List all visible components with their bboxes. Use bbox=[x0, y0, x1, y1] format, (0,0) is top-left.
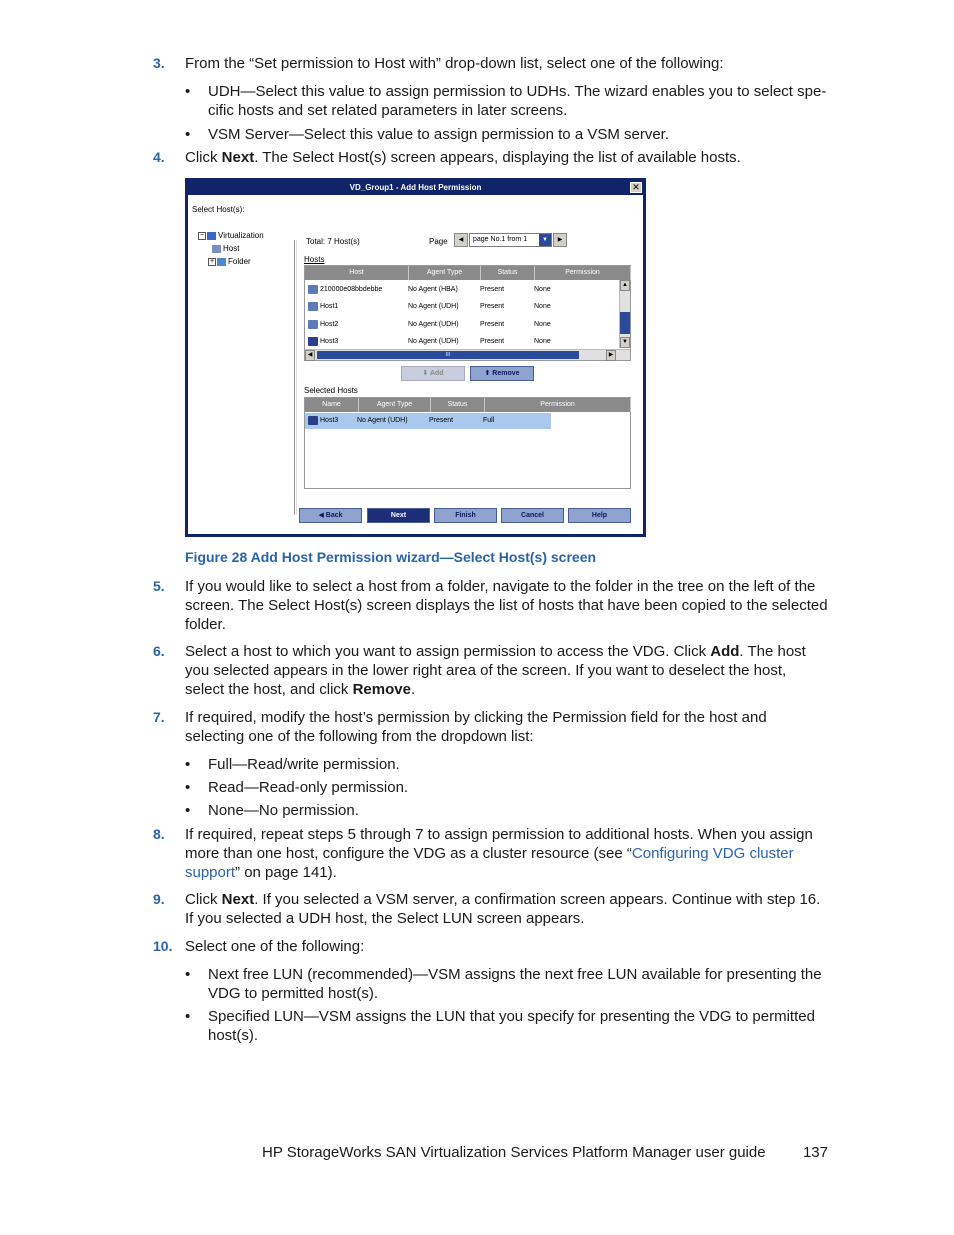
hosts-label: Hosts bbox=[304, 255, 325, 264]
finish-button-label: Finish bbox=[455, 512, 476, 519]
bullet-text: Full—Read/write permission. bbox=[208, 756, 400, 773]
horizontal-scrollbar[interactable] bbox=[305, 349, 630, 360]
step-text bbox=[185, 642, 829, 699]
hp-host-icon bbox=[308, 416, 318, 425]
collapse-icon[interactable]: − bbox=[199, 231, 205, 239]
add-host-permission-window bbox=[185, 178, 646, 537]
host-name: 210000e08bbdebbe bbox=[320, 286, 383, 293]
permission[interactable]: None bbox=[534, 286, 551, 293]
page-label: Page bbox=[429, 237, 448, 246]
scroll-up-icon[interactable]: ▲ bbox=[620, 280, 630, 291]
step-text-post: . If you selected a VSM server, a confirmation screen appears. Continue with step 16. If you selected a UDH host, the Select LUN screen appears. bbox=[185, 891, 821, 927]
tree-label: Folder bbox=[228, 257, 251, 266]
folder-icon bbox=[217, 258, 226, 266]
hp-host-icon bbox=[308, 337, 318, 346]
tree-node-virtualization[interactable] bbox=[198, 229, 264, 242]
scroll-right-icon[interactable]: ▶ bbox=[606, 350, 616, 361]
agent-type: No Agent (UDH) bbox=[408, 303, 459, 310]
finish-button[interactable] bbox=[434, 508, 497, 523]
step-number: 7. bbox=[153, 709, 165, 725]
table-row[interactable] bbox=[305, 413, 551, 429]
back-button-label: Back bbox=[325, 512, 343, 519]
chevron-down-icon[interactable]: ▼ bbox=[539, 234, 551, 246]
add-button[interactable] bbox=[401, 366, 465, 381]
window-title bbox=[187, 180, 644, 195]
bullet-text: None—No permission. bbox=[208, 802, 359, 819]
remove-button-label: Remove bbox=[492, 370, 520, 377]
bullet-marker: • bbox=[185, 126, 191, 143]
bullet-marker: • bbox=[185, 802, 191, 819]
hscroll-thumb[interactable]: III bbox=[317, 351, 579, 359]
tree-node-host[interactable] bbox=[198, 242, 264, 255]
remove-button[interactable] bbox=[470, 366, 534, 381]
status: Present bbox=[480, 338, 505, 345]
step-text bbox=[185, 148, 829, 167]
step-text-post: ” on page 141). bbox=[235, 864, 337, 881]
figure-caption: Figure 28 Add Host Permission wizard—Select Host(s) screen bbox=[185, 549, 597, 565]
column-header-status[interactable]: Status bbox=[431, 398, 485, 412]
status: Present bbox=[480, 321, 505, 328]
bullet-text: Specified LUN—VSM assigns the LUN that you specify for presenting the VDG to permitted host(s). bbox=[208, 1008, 815, 1044]
bullet-text: Read—Read-only permission. bbox=[208, 779, 409, 796]
table-row[interactable] bbox=[305, 317, 619, 333]
scroll-thumb[interactable] bbox=[620, 312, 630, 334]
column-header-agent-type[interactable]: Agent Type bbox=[359, 398, 431, 412]
permission[interactable]: None bbox=[534, 338, 551, 345]
step-number: 8. bbox=[153, 826, 165, 842]
host-icon bbox=[308, 320, 318, 329]
column-header-permission[interactable]: Permission bbox=[535, 266, 631, 280]
step-number: 3. bbox=[153, 55, 165, 71]
next-keyword: Next bbox=[221, 891, 255, 908]
remove-keyword: Remove bbox=[352, 681, 411, 698]
permission[interactable]: Full bbox=[483, 417, 495, 424]
status: Present bbox=[480, 303, 505, 310]
step-number: 6. bbox=[153, 643, 165, 659]
step-text-pre: Click bbox=[185, 891, 222, 908]
selected-hosts-table bbox=[304, 397, 631, 489]
permission[interactable]: None bbox=[534, 303, 551, 310]
total-hosts-label: Total: 7 Host(s) bbox=[306, 237, 360, 246]
arrow-up-icon: ⬆ bbox=[484, 370, 493, 377]
bullet-text: Next free LUN (recommended)—VSM assigns the next free LUN available for presenting the VDG to permitted host(s). bbox=[208, 966, 822, 1002]
back-button[interactable] bbox=[299, 508, 362, 523]
window-title-text: VD_Group1 - Add Host Permission bbox=[349, 183, 482, 192]
step-text-mid: . The host you selected appears in the lower right area of the screen. If you want to deselect the host, select the host, and click bbox=[185, 643, 806, 698]
virtualization-icon bbox=[207, 232, 216, 240]
next-button[interactable] bbox=[367, 508, 430, 523]
bullet-marker: • bbox=[185, 779, 191, 796]
bullet-text: VSM Server—Select this value to assign permission to a VSM server. bbox=[208, 126, 670, 143]
step-text-post: . The Select Host(s) screen appears, displaying the list of available hosts. bbox=[254, 149, 741, 166]
prev-page-icon[interactable]: ◀ bbox=[454, 233, 468, 247]
close-icon[interactable]: ✕ bbox=[630, 182, 642, 193]
step-text bbox=[185, 825, 829, 882]
column-header-host[interactable]: Host bbox=[305, 266, 409, 280]
cluster-support-link[interactable]: Configuring VDG cluster support bbox=[185, 845, 794, 881]
tree-label: Host bbox=[223, 244, 240, 253]
vertical-scrollbar[interactable] bbox=[619, 280, 630, 348]
selected-hosts-label: Selected Hosts bbox=[304, 386, 358, 395]
expand-icon[interactable]: + bbox=[209, 257, 215, 265]
next-keyword: Next bbox=[221, 149, 255, 166]
column-header-agent-type[interactable]: Agent Type bbox=[409, 266, 481, 280]
status: Present bbox=[429, 417, 454, 424]
step-text: If you would like to select a host from a folder, navigate to the folder in the tree on the left of the screen. The Select Host(s) screen displays the list of hosts that have been copied to the selected folder. bbox=[185, 578, 828, 633]
page-select[interactable] bbox=[469, 233, 552, 247]
step-number: 5. bbox=[153, 578, 165, 594]
scroll-down-icon[interactable]: ▼ bbox=[620, 337, 630, 348]
next-page-icon[interactable]: ▶ bbox=[553, 233, 567, 247]
table-row[interactable] bbox=[305, 282, 619, 298]
host-name: Host3 bbox=[320, 338, 339, 345]
help-button-label: Help bbox=[591, 512, 608, 519]
permission[interactable]: None bbox=[534, 321, 551, 328]
bullet-text: UDH—Select this value to assign permission to UDHs. The wizard enables you to select spe-cific hosts and set related parameters in later screens. bbox=[208, 83, 827, 119]
step-number: 9. bbox=[153, 891, 165, 907]
bullet-marker: • bbox=[185, 1008, 191, 1025]
help-button[interactable] bbox=[568, 508, 631, 523]
column-header-name[interactable]: Name bbox=[305, 398, 359, 412]
bullet-marker: • bbox=[185, 756, 191, 773]
page-number: 137 bbox=[802, 1144, 828, 1161]
step-text: If required, modify the host’s permission by clicking the Permission field for the host and selecting one of the following from the dropdown list: bbox=[185, 709, 767, 745]
column-header-status[interactable]: Status bbox=[481, 266, 535, 280]
bullet-marker: • bbox=[185, 966, 191, 983]
next-button-label: Next bbox=[390, 512, 407, 519]
step-number: 4. bbox=[153, 149, 165, 165]
table-row[interactable] bbox=[305, 299, 619, 315]
tree-label: Virtualization bbox=[218, 231, 264, 240]
hosts-table bbox=[304, 265, 631, 361]
scroll-left-icon[interactable]: ◀ bbox=[305, 350, 315, 361]
bullet-marker: • bbox=[185, 83, 191, 100]
agent-type: No Agent (UDH) bbox=[408, 321, 459, 328]
back-arrow-icon: ◀ bbox=[318, 512, 324, 519]
host-name: Host2 bbox=[320, 321, 339, 328]
host-icon bbox=[308, 302, 318, 311]
arrow-down-icon: ⬇ bbox=[422, 370, 430, 377]
step-text-pre: If required, repeat steps 5 through 7 to assign permission to additional hosts. When you assign more than one host, configure the VDG as a cluster resource (see “ bbox=[185, 826, 813, 862]
tree-node-folder[interactable] bbox=[198, 255, 264, 268]
cancel-button-label: Cancel bbox=[521, 512, 544, 519]
agent-type: No Agent (UDH) bbox=[357, 417, 408, 424]
footer-title: HP StorageWorks SAN Virtualization Services Platform Manager user guide bbox=[262, 1144, 766, 1161]
agent-type: No Agent (UDH) bbox=[408, 338, 459, 345]
step-text-pre: Click bbox=[185, 149, 222, 166]
host-name: Host1 bbox=[320, 303, 339, 310]
page-select-value: page No.1 from 1 bbox=[473, 236, 528, 243]
step-text-post: . bbox=[410, 681, 416, 698]
table-row[interactable] bbox=[305, 334, 619, 350]
step-text: Select one of the following: bbox=[185, 938, 365, 955]
host-folder-icon bbox=[212, 245, 221, 253]
agent-type: No Agent (HBA) bbox=[408, 286, 458, 293]
window-body bbox=[188, 195, 643, 534]
add-keyword: Add bbox=[710, 643, 740, 660]
host-name: Host3 bbox=[320, 417, 339, 424]
cancel-button[interactable] bbox=[501, 508, 564, 523]
step-text: From the “Set permission to Host with” drop-down list, select one of the following: bbox=[185, 55, 724, 72]
add-button-label: Add bbox=[429, 370, 444, 377]
step-number: 10. bbox=[153, 938, 173, 954]
step-text bbox=[185, 890, 829, 928]
split-pane-divider[interactable] bbox=[294, 240, 297, 515]
host-tree bbox=[198, 229, 264, 268]
hba-icon bbox=[308, 285, 318, 294]
step-text-pre: Select a host to which you want to assign permission to access the VDG. Click bbox=[185, 643, 711, 660]
status: Present bbox=[480, 286, 505, 293]
column-header-permission[interactable]: Permission bbox=[485, 398, 631, 412]
select-hosts-label: Select Host(s): bbox=[192, 205, 245, 214]
